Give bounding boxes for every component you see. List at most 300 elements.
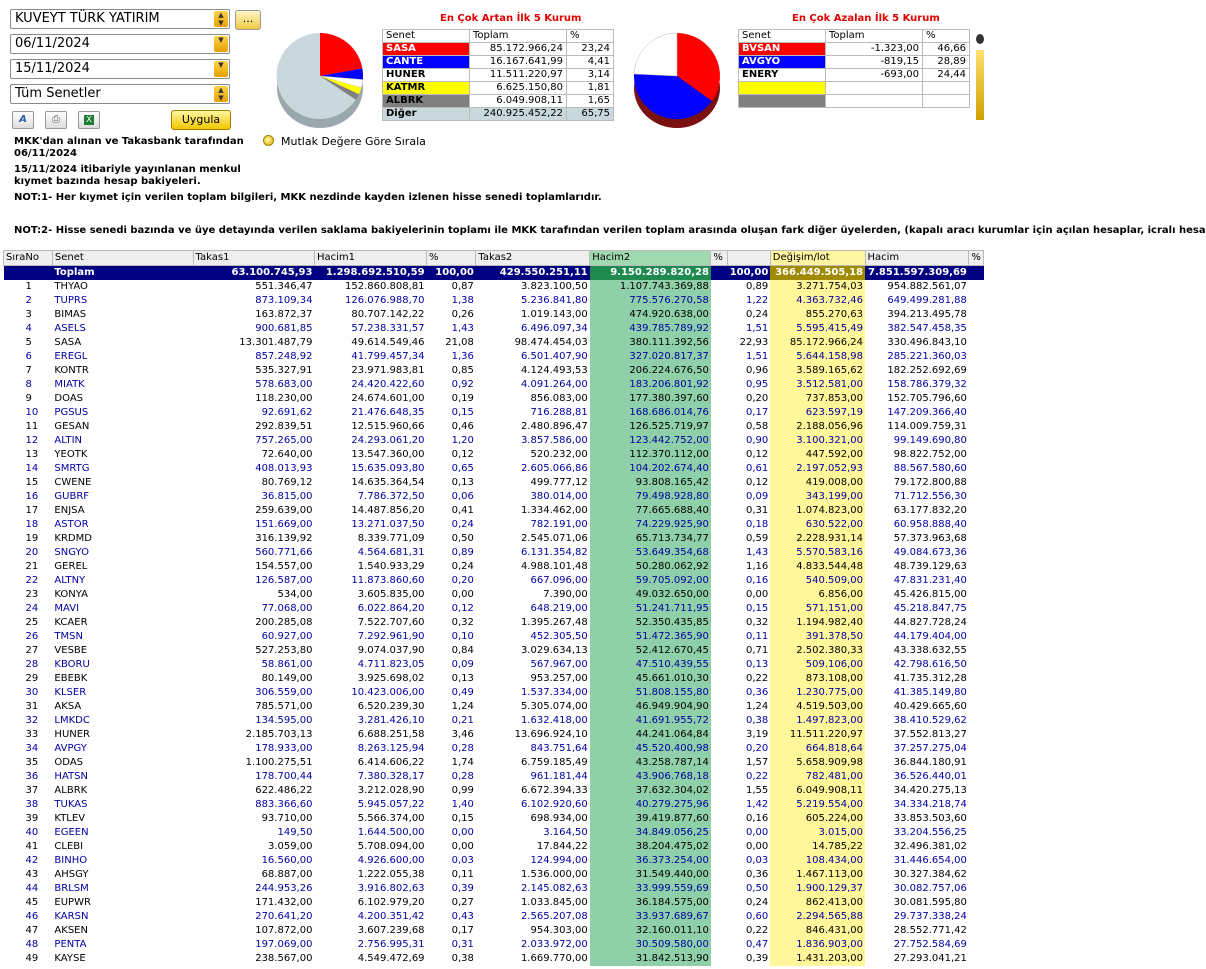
- table-cell: 0,84: [451, 645, 474, 656]
- table-cell: 20: [25, 547, 39, 558]
- table-row[interactable]: [4, 826, 984, 840]
- table-cell: 63.177.832,20: [893, 505, 967, 516]
- browse-button[interactable]: ...: [235, 10, 261, 30]
- table-row[interactable]: [4, 798, 984, 812]
- table-cell: 6: [25, 351, 32, 362]
- table-cell: [711, 770, 728, 784]
- table-row[interactable]: [4, 602, 984, 616]
- table-row[interactable]: [4, 532, 984, 546]
- end-date-select[interactable]: [10, 59, 230, 79]
- table-cell: 2.033.972,00: [520, 939, 588, 950]
- table-cell: 9.074.037,90: [357, 645, 425, 656]
- table-cell: 1.632.418,00: [520, 715, 588, 726]
- mini-row[interactable]: [739, 95, 970, 108]
- mini-pct-cell: 46,66: [923, 43, 970, 56]
- table-cell: 11: [25, 421, 39, 432]
- table-cell: [711, 924, 728, 938]
- table-cell: EREGL: [54, 351, 88, 362]
- chevron-down-icon[interactable]: ▼: [214, 61, 228, 77]
- column-header[interactable]: Takas1: [193, 251, 314, 266]
- mini-row[interactable]: [383, 69, 614, 82]
- table-cell: 2.502.380,33: [770, 644, 865, 658]
- table-cell: [711, 350, 728, 364]
- table-cell: 3.605.835,00: [357, 589, 425, 600]
- mini-name-cell: BVSAN: [739, 43, 826, 56]
- table-cell: 0,16: [746, 813, 769, 824]
- table-cell: 0,00: [746, 827, 769, 838]
- table-cell: [969, 840, 984, 854]
- table-cell: 6.414.606,22: [357, 757, 425, 768]
- column-header[interactable]: Senet: [52, 251, 193, 266]
- table-cell: KTLEV: [54, 813, 86, 824]
- table-cell: 1,55: [746, 785, 769, 796]
- mini-row[interactable]: [383, 108, 614, 121]
- table-row[interactable]: [4, 910, 984, 924]
- table-cell: EUPWR: [54, 897, 91, 908]
- table-row[interactable]: [4, 630, 984, 644]
- table-cell: CLEBI: [54, 841, 84, 852]
- table-cell: 5.945.057,22: [357, 799, 425, 810]
- table-cell: 36.844.180,91: [893, 757, 967, 768]
- table-cell: 0,24: [746, 309, 769, 320]
- table-cell: EBEBK: [54, 673, 88, 684]
- mini-row[interactable]: [739, 82, 970, 95]
- excel-icon: X: [84, 115, 94, 125]
- table-row[interactable]: [4, 728, 984, 742]
- table-row[interactable]: [4, 280, 984, 294]
- column-header[interactable]: Hacim: [865, 251, 969, 266]
- column-header[interactable]: %: [711, 251, 728, 266]
- chevron-updown-icon[interactable]: ▲ ▼: [214, 11, 228, 27]
- gainers-table: [382, 29, 614, 121]
- mini-row[interactable]: [739, 69, 970, 82]
- table-cell: PGSUS: [54, 407, 89, 418]
- table-cell: [969, 532, 984, 546]
- table-cell: 32.160.011,10: [590, 924, 711, 938]
- table-cell: 23.971.983,81: [351, 365, 425, 376]
- table-cell: [4, 266, 53, 281]
- table-cell: 13.696.924,10: [514, 729, 588, 740]
- kurum-select-value: KUVEYT TÜRK YATIRIM: [15, 11, 160, 26]
- table-row[interactable]: [4, 504, 984, 518]
- table-cell: 49.084.673,36: [893, 547, 967, 558]
- table-row[interactable]: [4, 322, 984, 336]
- table-cell: 0,95: [746, 379, 769, 390]
- start-date-select[interactable]: [10, 34, 230, 54]
- column-header[interactable]: Hacim1: [314, 251, 426, 266]
- table-row[interactable]: [4, 392, 984, 406]
- table-row[interactable]: [4, 406, 984, 420]
- table-cell: [711, 784, 728, 798]
- column-header[interactable]: [728, 251, 771, 266]
- table-cell: AKSA: [54, 701, 82, 712]
- table-cell: 0,12: [746, 449, 769, 460]
- table-cell: 40.279.275,96: [590, 798, 711, 812]
- table-cell: 408.013,93: [255, 463, 313, 474]
- table-cell: 112.370.112,00: [590, 448, 711, 462]
- table-cell: 0,50: [746, 883, 769, 894]
- table-row[interactable]: [4, 784, 984, 798]
- table-cell: [969, 504, 984, 518]
- table-cell: 3,19: [746, 729, 769, 740]
- table-cell: [969, 490, 984, 504]
- gainers-title: En Çok Artan İlk 5 Kurum: [440, 13, 582, 24]
- table-cell: [969, 378, 984, 392]
- table-cell: 134.595,00: [255, 715, 313, 726]
- table-cell: 8.339.771,09: [357, 533, 425, 544]
- table-cell: 0,00: [451, 827, 474, 838]
- table-cell: 0,22: [746, 925, 769, 936]
- table-cell: 3.059,00: [267, 841, 313, 852]
- table-cell: 107.872,00: [255, 925, 313, 936]
- table-row[interactable]: [4, 644, 984, 658]
- mini-row[interactable]: [383, 56, 614, 69]
- table-cell: 0,59: [746, 533, 769, 544]
- table-cell: 567.967,00: [530, 659, 588, 670]
- table-cell: 52.412.670,45: [590, 644, 711, 658]
- table-cell: [711, 322, 728, 336]
- chevron-updown-icon[interactable]: ▲ ▼: [214, 86, 228, 102]
- table-cell: 104.202.674,40: [590, 462, 711, 476]
- column-header[interactable]: SıraNo: [4, 251, 53, 266]
- table-cell: 93.710,00: [261, 813, 313, 824]
- column-header[interactable]: Takas2: [476, 251, 590, 266]
- table-row[interactable]: [4, 896, 984, 910]
- table-row[interactable]: [4, 812, 984, 826]
- table-row[interactable]: [4, 350, 984, 364]
- column-header[interactable]: %: [427, 251, 476, 266]
- mini-row[interactable]: [739, 56, 970, 69]
- table-cell: 1.230.775,00: [770, 686, 865, 700]
- table-cell: 40: [25, 827, 39, 838]
- table-cell: 31: [25, 701, 39, 712]
- table-cell: 6.688.251,58: [357, 729, 425, 740]
- table-cell: 775.576.270,58: [590, 294, 711, 308]
- table-cell: [969, 672, 984, 686]
- table-row[interactable]: [4, 868, 984, 882]
- table-cell: [711, 728, 728, 742]
- excel-button[interactable]: [78, 111, 100, 129]
- table-cell: 1.497.823,00: [770, 714, 865, 728]
- table-cell: 45.426.815,00: [893, 589, 967, 600]
- table-cell: 571.151,00: [770, 602, 865, 616]
- print-button[interactable]: [45, 111, 67, 129]
- table-cell: 3.029.634,13: [520, 645, 588, 656]
- table-cell: ASTOR: [54, 519, 89, 530]
- table-cell: 38: [25, 799, 39, 810]
- table-cell: 77.665.688,40: [590, 504, 711, 518]
- table-row[interactable]: [4, 336, 984, 350]
- table-row[interactable]: [4, 420, 984, 434]
- table-cell: [711, 910, 728, 924]
- table-cell: 15.635.093,80: [351, 463, 425, 474]
- table-cell: [711, 686, 728, 700]
- mini-row[interactable]: [383, 95, 614, 108]
- table-cell: [711, 602, 728, 616]
- table-cell: [711, 336, 728, 350]
- table-cell: TUPRS: [54, 295, 88, 306]
- table-cell: 7.380.328,17: [357, 771, 425, 782]
- table-cell: 14.635.364,54: [351, 477, 425, 488]
- table-cell: 452.305,50: [530, 631, 588, 642]
- table-cell: [969, 770, 984, 784]
- table-cell: 48.739.129,63: [893, 561, 967, 572]
- losers-title: En Çok Azalan İlk 5 Kurum: [792, 13, 940, 24]
- table-cell: 2.756.995,31: [357, 939, 425, 950]
- table-cell: 2.605.066,86: [520, 463, 588, 474]
- table-cell: 178.700,44: [255, 771, 313, 782]
- table-cell: 0,16: [746, 575, 769, 586]
- table-cell: 80.149,00: [261, 673, 313, 684]
- table-cell: [969, 644, 984, 658]
- info-line-3: 15/11/2024 itibariyle yayınlanan menkul: [14, 164, 241, 175]
- table-cell: 0,39: [746, 953, 769, 964]
- table-cell: 649.499.281,88: [887, 295, 967, 306]
- font-button[interactable]: [12, 111, 34, 129]
- table-row[interactable]: [4, 686, 984, 700]
- table-cell: [711, 518, 728, 532]
- table-cell: 72.640,00: [261, 449, 313, 460]
- table-cell: 3.212.028,90: [357, 785, 425, 796]
- table-cell: CWENE: [54, 477, 92, 488]
- table-row[interactable]: [4, 742, 984, 756]
- table-cell: 0,22: [746, 673, 769, 684]
- mini-row[interactable]: [383, 82, 614, 95]
- table-cell: 41.691.955,72: [590, 714, 711, 728]
- table-cell: [711, 840, 728, 854]
- table-row[interactable]: [4, 924, 984, 938]
- sort-radio[interactable]: [263, 135, 274, 146]
- table-row[interactable]: [4, 952, 984, 966]
- table-cell: GUBRF: [54, 491, 90, 502]
- table-cell: 259.639,00: [255, 505, 313, 516]
- table-cell: 0,18: [746, 519, 769, 530]
- table-cell: [969, 336, 984, 350]
- table-row[interactable]: [4, 574, 984, 588]
- table-cell: 3.281.426,10: [357, 715, 425, 726]
- table-row[interactable]: [4, 854, 984, 868]
- mini-pct-cell: 23,24: [567, 43, 614, 56]
- senet-select[interactable]: [10, 84, 230, 104]
- table-row[interactable]: [4, 658, 984, 672]
- table-cell: [969, 588, 984, 602]
- table-cell: 5.566.374,00: [357, 813, 425, 824]
- table-cell: 4.833.544,48: [770, 560, 865, 574]
- table-cell: 24: [25, 603, 39, 614]
- gainers-pie-chart: [274, 20, 374, 130]
- table-cell: 42.798.616,50: [893, 659, 967, 670]
- table-cell: 31.549.440,00: [590, 868, 711, 882]
- table-cell: 29.737.338,24: [893, 911, 967, 922]
- table-cell: 7: [25, 365, 32, 376]
- table-cell: [711, 420, 728, 434]
- mini-row[interactable]: [383, 43, 614, 56]
- table-cell: [711, 462, 728, 476]
- table-cell: 1.431.203,00: [770, 952, 865, 966]
- table-row[interactable]: [4, 882, 984, 896]
- table-cell: 19: [25, 533, 39, 544]
- table-row[interactable]: [4, 294, 984, 308]
- table-cell: 1.467.113,00: [770, 868, 865, 882]
- table-cell: 152.705.796,60: [887, 393, 967, 404]
- column-header[interactable]: Hacim2: [590, 251, 711, 266]
- table-cell: 100,00: [427, 266, 476, 281]
- chevron-down-icon[interactable]: ▼: [214, 36, 228, 52]
- table-cell: 1.222.055,38: [357, 869, 425, 880]
- table-cell: 0,11: [746, 631, 769, 642]
- table-row[interactable]: [4, 448, 984, 462]
- table-cell: 4.200.351,42: [357, 911, 425, 922]
- mini-total-cell: 11.511.220,97: [470, 69, 567, 82]
- table-cell: 39.419.877,60: [590, 812, 711, 826]
- table-row[interactable]: [4, 476, 984, 490]
- table-row[interactable]: [4, 770, 984, 784]
- table-cell: [711, 938, 728, 952]
- table-cell: 1,38: [451, 295, 474, 306]
- table-cell: 4.711.823,05: [357, 659, 425, 670]
- table-row[interactable]: [4, 840, 984, 854]
- table-cell: 0,50: [451, 533, 474, 544]
- table-cell: 12: [25, 435, 39, 446]
- table-cell: 35: [25, 757, 39, 768]
- table-cell: 3.271.754,03: [770, 280, 865, 294]
- table-cell: 1.100.275,51: [245, 757, 313, 768]
- table-cell: [711, 826, 728, 840]
- table-row[interactable]: [4, 308, 984, 322]
- table-cell: 206.224.676,50: [590, 364, 711, 378]
- table-cell: 42: [25, 855, 39, 866]
- table-cell: 171.432,00: [255, 897, 313, 908]
- table-cell: [711, 504, 728, 518]
- table-cell: 0,15: [451, 813, 474, 824]
- table-cell: 9: [25, 393, 32, 404]
- table-cell: 0,00: [451, 841, 474, 852]
- table-cell: [969, 700, 984, 714]
- table-cell: 3.164,50: [543, 827, 588, 838]
- kurum-select[interactable]: [10, 9, 230, 29]
- table-cell: HUNER: [54, 729, 91, 740]
- table-cell: 44.179.404,00: [893, 631, 967, 642]
- table-cell: [969, 784, 984, 798]
- table-cell: 5.595.415,49: [770, 322, 865, 336]
- table-cell: 4.124.493,53: [520, 365, 588, 376]
- table-cell: 1,42: [746, 799, 769, 810]
- table-cell: AHSGY: [54, 869, 89, 880]
- table-cell: KAYSE: [54, 953, 86, 964]
- mini-name-cell: HUNER: [383, 69, 470, 82]
- table-cell: 4.564.681,31: [357, 547, 425, 558]
- table-cell: 0,11: [451, 869, 474, 880]
- table-row[interactable]: [4, 672, 984, 686]
- table-cell: 11.511.220,97: [770, 728, 865, 742]
- table-cell: MIATK: [54, 379, 85, 390]
- table-cell: 45.661.010,30: [590, 672, 711, 686]
- table-cell: 1,40: [451, 799, 474, 810]
- table-cell: 4: [25, 323, 32, 334]
- total-row[interactable]: [4, 266, 984, 281]
- table-cell: [969, 616, 984, 630]
- apply-button[interactable]: Uygula: [171, 110, 231, 130]
- table-row[interactable]: [4, 616, 984, 630]
- table-cell: 41.799.457,34: [351, 351, 425, 362]
- table-cell: 79.498.928,80: [590, 490, 711, 504]
- column-header[interactable]: Değişim/lot: [770, 251, 865, 266]
- table-row[interactable]: [4, 378, 984, 392]
- table-cell: 520.232,00: [530, 449, 588, 460]
- table-cell: 382.547.458,35: [887, 323, 967, 334]
- table-row[interactable]: [4, 938, 984, 952]
- table-cell: 9.150.289.820,28: [590, 266, 711, 281]
- table-cell: 3.015,00: [770, 826, 865, 840]
- table-row[interactable]: [4, 490, 984, 504]
- table-cell: [969, 518, 984, 532]
- mini-pct-cell: 1,81: [567, 82, 614, 95]
- table-row[interactable]: [4, 462, 984, 476]
- mini-row[interactable]: [739, 43, 970, 56]
- table-row[interactable]: [4, 560, 984, 574]
- column-header[interactable]: %: [969, 251, 984, 266]
- table-cell: 292.839,51: [255, 421, 313, 432]
- table-row[interactable]: [4, 700, 984, 714]
- table-cell: [711, 714, 728, 728]
- table-cell: 6.496.097,34: [520, 323, 588, 334]
- table-cell: 13.271.037,50: [351, 519, 425, 530]
- table-row[interactable]: [4, 546, 984, 560]
- table-cell: 51.241.711,95: [590, 602, 711, 616]
- table-row[interactable]: [4, 756, 984, 770]
- table-cell: 0,90: [746, 435, 769, 446]
- table-cell: 14.487.856,20: [351, 505, 425, 516]
- table-cell: 6.672.394,33: [520, 785, 588, 796]
- table-cell: KCAER: [54, 617, 88, 628]
- table-cell: 0,28: [451, 771, 474, 782]
- table-cell: 4.549.472,69: [357, 953, 425, 964]
- table-cell: 238.567,00: [255, 953, 313, 964]
- table-cell: 80.707.142,22: [351, 309, 425, 320]
- table-cell: 327.020.817,37: [590, 350, 711, 364]
- table-cell: 108.434,00: [770, 854, 865, 868]
- table-cell: ASELS: [54, 323, 86, 334]
- table-cell: 37.257.275,04: [893, 743, 967, 754]
- table-cell: 560.771,66: [255, 547, 313, 558]
- side-radio-icon[interactable]: [976, 34, 984, 44]
- table-cell: 5.708.094,00: [357, 841, 425, 852]
- table-row[interactable]: [4, 714, 984, 728]
- table-cell: KONYA: [54, 589, 88, 600]
- side-toggle-icon[interactable]: [976, 50, 984, 120]
- losers-pie-chart: [632, 20, 732, 130]
- table-cell: 43: [25, 869, 39, 880]
- table-cell: 6.022.864,20: [357, 603, 425, 614]
- table-cell: [711, 868, 728, 882]
- table-row[interactable]: [4, 588, 984, 602]
- table-cell: 1,24: [451, 701, 474, 712]
- table-cell: [711, 434, 728, 448]
- table-cell: 785.571,00: [255, 701, 313, 712]
- table-row[interactable]: [4, 364, 984, 378]
- table-cell: 23: [25, 589, 39, 600]
- table-cell: EGEEN: [54, 827, 89, 838]
- table-cell: 716.288,81: [530, 407, 588, 418]
- table-cell: 68.887,00: [261, 869, 313, 880]
- table-row[interactable]: [4, 518, 984, 532]
- table-cell: 3.916.802,63: [357, 883, 425, 894]
- table-row[interactable]: [4, 434, 984, 448]
- table-cell: 1.540.933,29: [357, 561, 425, 572]
- table-cell: 114.009.759,31: [887, 421, 967, 432]
- mini-name-cell: ALBRK: [383, 95, 470, 108]
- mini-pct-cell: 24,44: [923, 69, 970, 82]
